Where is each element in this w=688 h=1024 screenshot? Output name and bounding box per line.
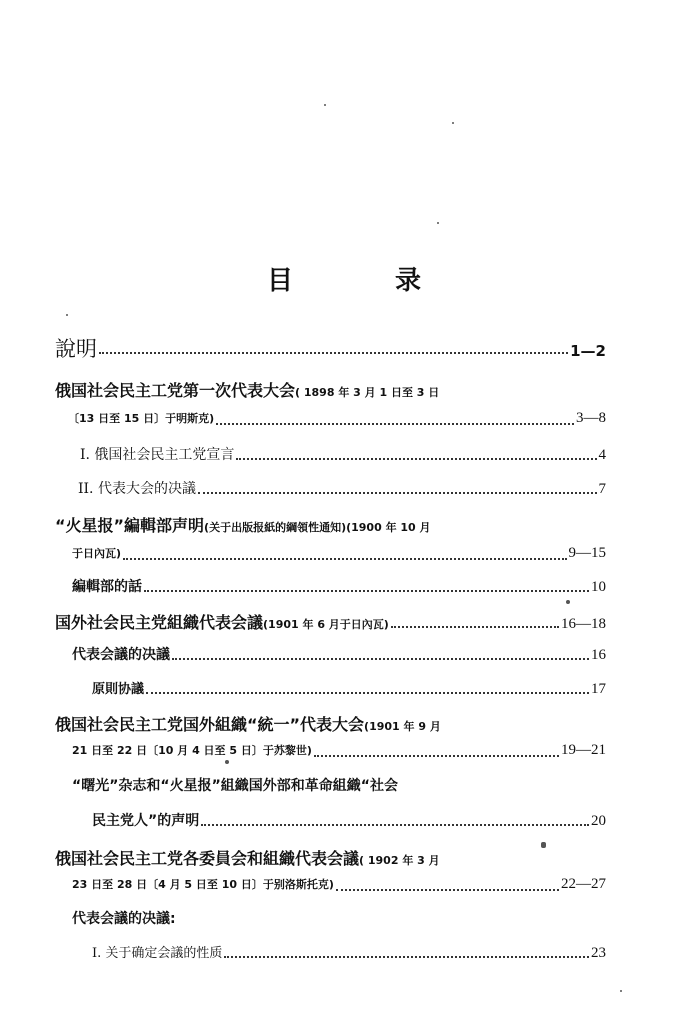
toc-label-detail: ( 1898 年 3 月 1 日至 3 日 — [295, 386, 440, 399]
toc-entry-first-congress[interactable] — [55, 378, 439, 401]
toc-label: 代表会議的决議: — [72, 911, 176, 927]
toc-page: 16—18 — [561, 616, 606, 632]
toc-label: II. 代表大会的决議 — [78, 481, 196, 497]
toc-entry-foreign-orgs-conference[interactable] — [55, 610, 606, 633]
toc-entry-iskra-statement[interactable] — [55, 513, 431, 536]
toc-page: 7 — [598, 481, 606, 497]
toc-label: 原則协議 — [92, 682, 145, 697]
scan-speck — [620, 990, 622, 992]
toc-entry-committees-conference[interactable] — [55, 846, 440, 869]
toc-label: 俄国社会民主工党国外組織“統一”代表大会 — [55, 715, 365, 734]
toc-entry-conference-resolutions[interactable] — [72, 644, 606, 664]
toc-page: 10 — [591, 579, 606, 595]
scan-speck — [324, 104, 326, 106]
toc-label-detail: 〔13 日至 15 日〕于明斯克) — [68, 412, 215, 425]
leader-dots — [201, 820, 589, 826]
leader-dots — [236, 454, 596, 460]
toc-entry-first-congress-cont[interactable] — [68, 410, 606, 427]
toc-label: 俄国社会民主工党各委員会和組織代表会議 — [55, 849, 360, 868]
toc-entry-resolutions[interactable] — [78, 478, 606, 498]
leader-dots — [314, 751, 559, 757]
scan-speck — [566, 600, 570, 604]
toc-label-detail: (关于出版报紙的綱領性通知)(1900 年 10 月 — [204, 521, 431, 534]
toc-label-detail: 于日內瓦) — [72, 547, 122, 560]
leader-dots — [123, 554, 566, 560]
leader-dots — [144, 586, 589, 592]
toc-entry-zarya-declaration-cont[interactable] — [92, 810, 606, 830]
toc-page: 9—15 — [568, 545, 606, 561]
toc-label: 說明 — [55, 337, 97, 361]
scan-speck — [225, 760, 229, 764]
toc-page: 4 — [598, 447, 606, 463]
toc-label-detail: (1901 年 6 月于日內瓦) — [263, 618, 389, 631]
toc-entry-principles[interactable] — [92, 678, 606, 698]
leader-dots — [224, 952, 589, 958]
toc-entry-manifesto[interactable] — [80, 444, 606, 464]
leader-dots — [172, 654, 589, 660]
toc-label: I. 俄国社会民主工党宣言 — [80, 447, 235, 463]
toc-label-detail: (1901 年 9 月 — [364, 720, 441, 733]
toc-page: 17 — [591, 681, 606, 697]
toc-label-detail: 21 日至 22 日〔10 月 4 日至 5 日〕于苏黎世) — [72, 744, 312, 757]
toc-page: 16 — [591, 647, 606, 663]
leader-dots — [216, 419, 574, 425]
toc-label: “火星报”編輯部声明 — [55, 516, 205, 535]
toc-entry-zarya-declaration[interactable] — [72, 775, 398, 795]
page-title: 目 录 — [266, 266, 459, 296]
toc-label-detail: 23 日至 28 日〔4 月 5 日至 10 日〕于别洛斯托克) — [72, 878, 334, 891]
toc-label: 代表会議的决議 — [72, 647, 170, 663]
toc-page: 1—2 — [570, 342, 606, 360]
scan-speck — [541, 842, 546, 848]
scan-speck — [437, 222, 439, 224]
scan-speck — [452, 122, 454, 124]
toc-label: 編輯部的話 — [72, 579, 142, 595]
toc-page: 23 — [591, 945, 606, 961]
leader-dots — [146, 688, 589, 694]
toc-page: 3—8 — [576, 410, 606, 426]
toc-label: I. 关于确定会議的性质 — [92, 946, 223, 961]
leader-dots — [99, 348, 568, 354]
toc-label-detail: ( 1902 年 3 月 — [359, 854, 440, 867]
toc-entry-explanation[interactable] — [55, 333, 606, 363]
toc-label: 民主党人”的声明 — [92, 813, 200, 829]
toc-entry-unity-congress[interactable] — [55, 712, 441, 735]
leader-dots — [336, 885, 559, 891]
toc-entry-committees-conference-cont[interactable] — [72, 876, 606, 893]
leader-dots — [198, 488, 597, 494]
scan-speck — [66, 314, 68, 316]
toc-page: 20 — [591, 813, 606, 829]
toc-entry-unity-congress-cont[interactable] — [72, 742, 606, 759]
toc-label: 俄国社会民主工党第一次代表大会 — [55, 381, 296, 400]
toc-entry-iskra-statement-cont[interactable] — [72, 545, 606, 562]
toc-entry-conference-nature[interactable] — [92, 942, 606, 962]
toc-page: 22—27 — [561, 876, 606, 892]
leader-dots — [391, 622, 559, 628]
toc-page: 19—21 — [561, 742, 606, 758]
toc-label: “曙光”杂志和“火星报”組織国外部和革命組織“社会 — [72, 778, 399, 794]
toc-label: 国外社会民主党組織代表会議 — [55, 613, 264, 632]
toc-entry-conference-resolutions-heading[interactable] — [72, 908, 176, 928]
toc-entry-editorial[interactable] — [72, 576, 606, 596]
